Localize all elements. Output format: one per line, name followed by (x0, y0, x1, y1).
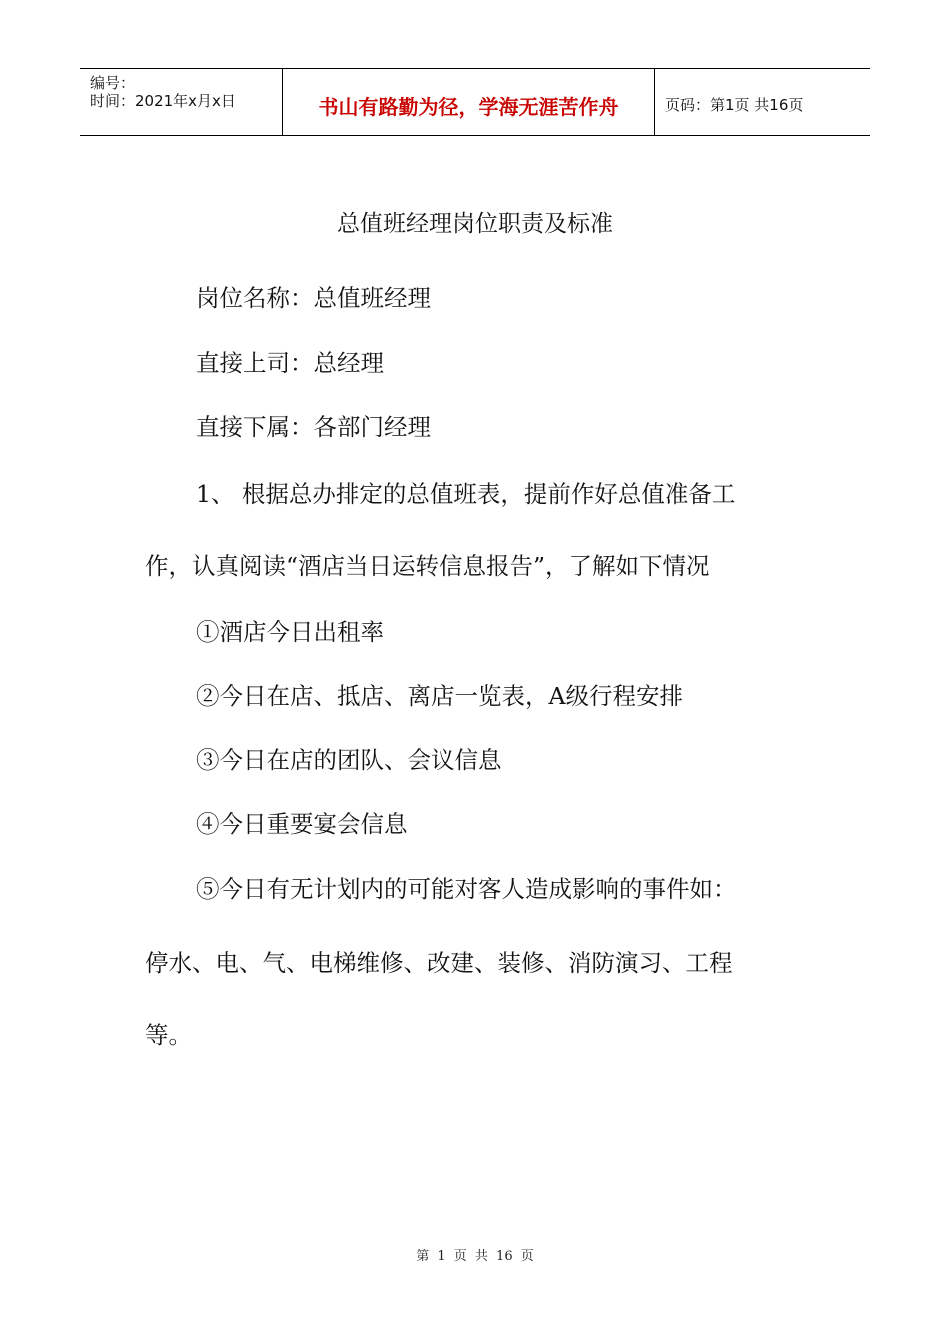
duty-1-line-2: 作，认真阅读“酒店当日运转信息报告”，了解如下情况 (145, 552, 710, 580)
page-footer: 第 1 页 共 16 页 (416, 1249, 534, 1264)
document-time-label: 时间：2021年x月x日 (90, 92, 236, 110)
direct-subordinates-line: 直接下属：各部门经理 (196, 413, 431, 441)
duty-1-line-1: 1、 根据总办排定的总值班表，提前作好总值准备工 (196, 480, 736, 508)
list-item-occupancy: ①酒店今日出租率 (196, 618, 384, 646)
document-title: 总值班经理岗位职责及标准 (337, 211, 613, 237)
document-number-label: 编号： (90, 74, 136, 92)
header-motto: 书山有路勤为径，学海无涯苦作舟 (283, 69, 655, 135)
header-meta-cell (80, 69, 283, 135)
header-page-info: 页码：第1页 共16页 (665, 95, 804, 114)
list-item-banquets: ④今日重要宴会信息 (196, 810, 408, 838)
list-item-events: ⑤今日有无计划内的可能对客人造成影响的事件如： (196, 875, 737, 903)
list-item-events-cont: 停水、电、气、电梯维修、改建、装修、消防演习、工程 (145, 949, 733, 977)
list-item-events-end: 等。 (145, 1021, 192, 1049)
list-item-guest-list: ②今日在店、抵店、离店一览表，A级行程安排 (196, 682, 683, 710)
direct-supervisor-line: 直接上司：总经理 (196, 349, 384, 377)
list-item-groups: ③今日在店的团队、会议信息 (196, 746, 502, 774)
page-header (80, 68, 870, 136)
job-name-line: 岗位名称：总值班经理 (196, 284, 431, 312)
